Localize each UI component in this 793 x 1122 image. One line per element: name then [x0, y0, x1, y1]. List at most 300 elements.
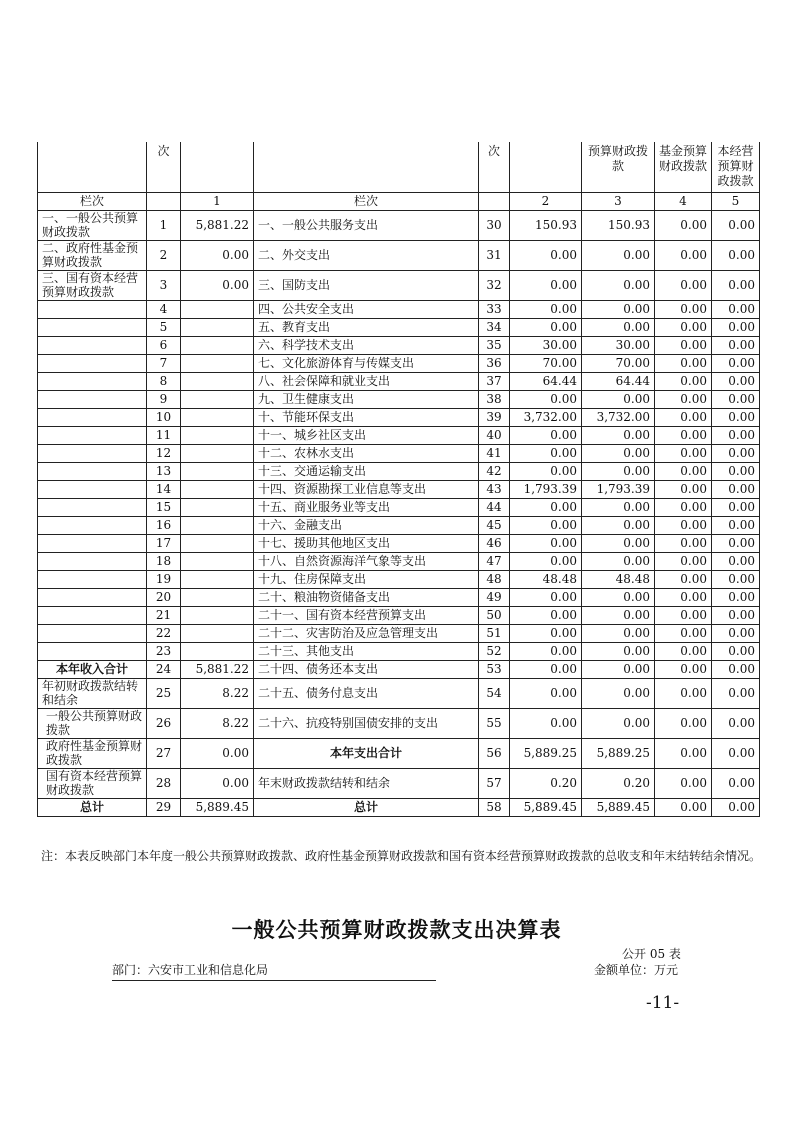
total-amount: 0.00: [510, 300, 582, 318]
state-capital-amount: 0.00: [712, 552, 760, 570]
state-capital-amount: 0.00: [712, 534, 760, 552]
left-amount: [181, 642, 254, 660]
left-item: 一、一般公共预算财政拨款: [38, 210, 147, 240]
right-line-no: 50: [479, 606, 510, 624]
fund-budget-amount: 0.00: [655, 480, 712, 498]
right-line-no: 55: [479, 708, 510, 738]
total-amount: 0.00: [510, 516, 582, 534]
total-amount: 5,889.45: [510, 798, 582, 816]
general-budget-amount: 0.00: [582, 300, 655, 318]
header-blank: [181, 142, 254, 192]
state-capital-amount: 0.00: [712, 336, 760, 354]
fund-budget-amount: 0.00: [655, 498, 712, 516]
left-line-no: 23: [147, 642, 181, 660]
state-capital-amount: 0.00: [712, 738, 760, 768]
left-amount: [181, 498, 254, 516]
right-item: 二十六、抗疫特别国债安排的支出: [254, 708, 479, 738]
right-line-no: 54: [479, 678, 510, 708]
left-item: [38, 408, 147, 426]
right-line-no: 34: [479, 318, 510, 336]
left-line-no: 16: [147, 516, 181, 534]
left-amount: [181, 624, 254, 642]
left-line-no: 14: [147, 480, 181, 498]
header-col5: 本经营预算财政拨款: [712, 142, 760, 192]
general-budget-amount: 70.00: [582, 354, 655, 372]
fund-budget-amount: 0.00: [655, 708, 712, 738]
left-line-no: 2: [147, 240, 181, 270]
table-row: [38, 798, 760, 816]
right-line-no: 33: [479, 300, 510, 318]
header-col4: 基金预算财政拨款: [655, 142, 712, 192]
left-line-no: 6: [147, 336, 181, 354]
left-line-no: 13: [147, 462, 181, 480]
fund-budget-amount: 0.00: [655, 588, 712, 606]
table-row: [38, 300, 760, 318]
total-amount: 0.00: [510, 534, 582, 552]
right-item: 七、文化旅游体育与传媒支出: [254, 354, 479, 372]
column-number: 2: [510, 192, 582, 210]
left-amount: [181, 318, 254, 336]
total-amount: 0.00: [510, 240, 582, 270]
general-budget-amount: 3,732.00: [582, 408, 655, 426]
state-capital-amount: 0.00: [712, 798, 760, 816]
fund-budget-amount: 0.00: [655, 534, 712, 552]
financial-appropriation-table: [37, 142, 760, 817]
general-budget-amount: 0.00: [582, 390, 655, 408]
table-row: [38, 318, 760, 336]
right-item: 二十三、其他支出: [254, 642, 479, 660]
left-item: [38, 516, 147, 534]
right-item: 十六、金融支出: [254, 516, 479, 534]
left-line-no: 17: [147, 534, 181, 552]
state-capital-amount: 0.00: [712, 210, 760, 240]
right-item: 五、教育支出: [254, 318, 479, 336]
right-line-no: 37: [479, 372, 510, 390]
left-item: 二、政府性基金预算财政拨款: [38, 240, 147, 270]
column-number: [479, 192, 510, 210]
table-row: [38, 570, 760, 588]
right-line-no: 35: [479, 336, 510, 354]
total-amount: 0.00: [510, 270, 582, 300]
right-line-no: 38: [479, 390, 510, 408]
right-item: 十四、资源勘探工业信息等支出: [254, 480, 479, 498]
table-row: [38, 534, 760, 552]
total-amount: 48.48: [510, 570, 582, 588]
left-item: 本年收入合计: [38, 660, 147, 678]
general-budget-amount: 150.93: [582, 210, 655, 240]
general-budget-amount: 0.00: [582, 624, 655, 642]
right-line-no: 56: [479, 738, 510, 768]
right-line-no: 49: [479, 588, 510, 606]
fund-budget-amount: 0.00: [655, 372, 712, 390]
page-number: -11-: [646, 993, 680, 1013]
table-row: [38, 588, 760, 606]
right-item: 年末财政拨款结转和结余: [254, 768, 479, 798]
right-item: 十、节能环保支出: [254, 408, 479, 426]
left-line-no: 28: [147, 768, 181, 798]
total-amount: 0.00: [510, 444, 582, 462]
state-capital-amount: 0.00: [712, 354, 760, 372]
general-budget-amount: 0.00: [582, 552, 655, 570]
general-budget-amount: 0.00: [582, 516, 655, 534]
table-note: 注：本表反映部门本年度一般公共预算财政拨款、政府性基金预算财政拨款和国有资本经营预算财政拨款的总收支和年末结转结余情况。: [41, 849, 762, 863]
fund-budget-amount: 0.00: [655, 318, 712, 336]
state-capital-amount: 0.00: [712, 498, 760, 516]
right-item: 二十五、债务付息支出: [254, 678, 479, 708]
general-budget-amount: 0.00: [582, 498, 655, 516]
general-budget-amount: 0.00: [582, 660, 655, 678]
fund-budget-amount: 0.00: [655, 354, 712, 372]
table-row: [38, 426, 760, 444]
general-budget-amount: 0.20: [582, 768, 655, 798]
left-amount: [181, 552, 254, 570]
general-budget-amount: 48.48: [582, 570, 655, 588]
left-item: [38, 480, 147, 498]
fund-budget-amount: 0.00: [655, 240, 712, 270]
column-number: 4: [655, 192, 712, 210]
state-capital-amount: 0.00: [712, 708, 760, 738]
state-capital-amount: 0.00: [712, 570, 760, 588]
left-item: [38, 642, 147, 660]
left-line-no: 24: [147, 660, 181, 678]
table-row: [38, 516, 760, 534]
general-budget-amount: 1,793.39: [582, 480, 655, 498]
state-capital-amount: 0.00: [712, 480, 760, 498]
table-row: [38, 462, 760, 480]
header-blank: [254, 142, 479, 192]
table-row: [38, 606, 760, 624]
right-line-no: 32: [479, 270, 510, 300]
left-item: [38, 570, 147, 588]
fund-budget-amount: 0.00: [655, 444, 712, 462]
left-amount: [181, 462, 254, 480]
column-number: 栏次: [38, 192, 147, 210]
fund-budget-amount: 0.00: [655, 390, 712, 408]
state-capital-amount: 0.00: [712, 270, 760, 300]
left-item: 政府性基金预算财政拨款: [38, 738, 147, 768]
table-row: [38, 660, 760, 678]
column-number-row: [38, 192, 760, 210]
header-ci-right: 次: [479, 142, 510, 192]
right-line-no: 47: [479, 552, 510, 570]
left-amount: [181, 588, 254, 606]
fund-budget-amount: 0.00: [655, 408, 712, 426]
right-line-no: 53: [479, 660, 510, 678]
total-amount: 150.93: [510, 210, 582, 240]
total-amount: 30.00: [510, 336, 582, 354]
table-row: [38, 678, 760, 708]
fund-budget-amount: 0.00: [655, 624, 712, 642]
right-item: 十二、农林水支出: [254, 444, 479, 462]
table-row: [38, 270, 760, 300]
column-number: [147, 192, 181, 210]
right-line-no: 42: [479, 462, 510, 480]
left-line-no: 19: [147, 570, 181, 588]
general-budget-amount: 0.00: [582, 444, 655, 462]
table-row: [38, 354, 760, 372]
general-budget-amount: 0.00: [582, 606, 655, 624]
left-item: [38, 588, 147, 606]
general-budget-amount: 0.00: [582, 588, 655, 606]
left-line-no: 29: [147, 798, 181, 816]
right-line-no: 43: [479, 480, 510, 498]
fund-budget-amount: 0.00: [655, 606, 712, 624]
left-line-no: 8: [147, 372, 181, 390]
left-amount: [181, 372, 254, 390]
next-table-title: 一般公共预算财政拨款支出决算表: [231, 918, 562, 942]
left-item: [38, 462, 147, 480]
left-line-no: 3: [147, 270, 181, 300]
left-line-no: 22: [147, 624, 181, 642]
state-capital-amount: 0.00: [712, 300, 760, 318]
table-row: [38, 444, 760, 462]
left-line-no: 25: [147, 678, 181, 708]
state-capital-amount: 0.00: [712, 408, 760, 426]
total-amount: 0.00: [510, 318, 582, 336]
left-amount: 5,881.22: [181, 660, 254, 678]
table-code: 公开 05 表: [622, 947, 681, 961]
right-line-no: 41: [479, 444, 510, 462]
right-item: 十九、住房保障支出: [254, 570, 479, 588]
left-item: [38, 498, 147, 516]
total-amount: 1,793.39: [510, 480, 582, 498]
left-amount: [181, 480, 254, 498]
total-amount: 0.00: [510, 624, 582, 642]
table-row: [38, 390, 760, 408]
column-number: 5: [712, 192, 760, 210]
general-budget-amount: 0.00: [582, 534, 655, 552]
right-line-no: 45: [479, 516, 510, 534]
right-line-no: 52: [479, 642, 510, 660]
left-amount: 0.00: [181, 768, 254, 798]
total-amount: 0.00: [510, 678, 582, 708]
right-item: 二十、粮油物资储备支出: [254, 588, 479, 606]
fund-budget-amount: 0.00: [655, 516, 712, 534]
left-item: [38, 426, 147, 444]
left-item: [38, 372, 147, 390]
column-number: 栏次: [254, 192, 479, 210]
table-row: [38, 738, 760, 768]
department-label: 部门：六安市工业和信息化局: [112, 961, 436, 981]
general-budget-amount: 5,889.45: [582, 798, 655, 816]
total-amount: 0.00: [510, 660, 582, 678]
right-item: 二十二、灾害防治及应急管理支出: [254, 624, 479, 642]
header-blank: [510, 142, 582, 192]
left-item: [38, 624, 147, 642]
state-capital-amount: 0.00: [712, 318, 760, 336]
fund-budget-amount: 0.00: [655, 570, 712, 588]
right-item: 十五、商业服务业等支出: [254, 498, 479, 516]
right-line-no: 46: [479, 534, 510, 552]
header-blank: [38, 142, 147, 192]
left-amount: 8.22: [181, 678, 254, 708]
table-row: [38, 408, 760, 426]
fund-budget-amount: 0.00: [655, 678, 712, 708]
general-budget-amount: 0.00: [582, 318, 655, 336]
left-amount: [181, 354, 254, 372]
table-row: [38, 240, 760, 270]
state-capital-amount: 0.00: [712, 240, 760, 270]
table-row: [38, 624, 760, 642]
header-col3: 预算财政拨款: [582, 142, 655, 192]
general-budget-amount: 0.00: [582, 462, 655, 480]
left-line-no: 9: [147, 390, 181, 408]
right-item: 十三、交通运输支出: [254, 462, 479, 480]
right-item: 二、外交支出: [254, 240, 479, 270]
left-amount: 0.00: [181, 240, 254, 270]
left-line-no: 11: [147, 426, 181, 444]
column-number: 1: [181, 192, 254, 210]
total-amount: 0.00: [510, 390, 582, 408]
general-budget-amount: 64.44: [582, 372, 655, 390]
total-amount: 0.00: [510, 498, 582, 516]
left-item: 一般公共预算财政拨款: [38, 708, 147, 738]
general-budget-amount: 0.00: [582, 270, 655, 300]
fund-budget-amount: 0.00: [655, 426, 712, 444]
left-line-no: 21: [147, 606, 181, 624]
right-line-no: 44: [479, 498, 510, 516]
left-line-no: 5: [147, 318, 181, 336]
left-item: [38, 354, 147, 372]
right-item: 六、科学技术支出: [254, 336, 479, 354]
left-line-no: 15: [147, 498, 181, 516]
column-number: 3: [582, 192, 655, 210]
total-amount: 3,732.00: [510, 408, 582, 426]
table-row: [38, 552, 760, 570]
left-item: 总计: [38, 798, 147, 816]
left-item: [38, 318, 147, 336]
left-amount: 0.00: [181, 270, 254, 300]
right-item: 十七、援助其他地区支出: [254, 534, 479, 552]
left-amount: [181, 336, 254, 354]
left-amount: [181, 570, 254, 588]
right-item: 十一、城乡社区支出: [254, 426, 479, 444]
total-amount: 5,889.25: [510, 738, 582, 768]
right-item: 九、卫生健康支出: [254, 390, 479, 408]
total-amount: 0.20: [510, 768, 582, 798]
left-line-no: 10: [147, 408, 181, 426]
fund-budget-amount: 0.00: [655, 552, 712, 570]
left-amount: [181, 300, 254, 318]
state-capital-amount: 0.00: [712, 642, 760, 660]
left-item: 三、国有资本经营预算财政拨款: [38, 270, 147, 300]
general-budget-amount: 30.00: [582, 336, 655, 354]
left-amount: 5,889.45: [181, 798, 254, 816]
right-item: 总计: [254, 798, 479, 816]
left-line-no: 12: [147, 444, 181, 462]
left-line-no: 26: [147, 708, 181, 738]
state-capital-amount: 0.00: [712, 516, 760, 534]
right-line-no: 57: [479, 768, 510, 798]
fund-budget-amount: 0.00: [655, 300, 712, 318]
left-amount: [181, 444, 254, 462]
total-amount: 0.00: [510, 462, 582, 480]
total-amount: 0.00: [510, 708, 582, 738]
state-capital-amount: 0.00: [712, 606, 760, 624]
left-amount: 0.00: [181, 738, 254, 768]
fund-budget-amount: 0.00: [655, 768, 712, 798]
right-line-no: 36: [479, 354, 510, 372]
fund-budget-amount: 0.00: [655, 642, 712, 660]
fund-budget-amount: 0.00: [655, 738, 712, 768]
state-capital-amount: 0.00: [712, 444, 760, 462]
left-amount: 5,881.22: [181, 210, 254, 240]
right-item: 三、国防支出: [254, 270, 479, 300]
left-line-no: 7: [147, 354, 181, 372]
state-capital-amount: 0.00: [712, 426, 760, 444]
fund-budget-amount: 0.00: [655, 210, 712, 240]
general-budget-amount: 0.00: [582, 240, 655, 270]
left-line-no: 20: [147, 588, 181, 606]
general-budget-amount: 0.00: [582, 678, 655, 708]
fund-budget-amount: 0.00: [655, 270, 712, 300]
total-amount: 0.00: [510, 552, 582, 570]
header-ci-left: 次: [147, 142, 181, 192]
table-header-row: [38, 142, 760, 192]
fund-budget-amount: 0.00: [655, 336, 712, 354]
left-line-no: 4: [147, 300, 181, 318]
left-item: [38, 390, 147, 408]
right-item: 八、社会保障和就业支出: [254, 372, 479, 390]
state-capital-amount: 0.00: [712, 678, 760, 708]
left-amount: [181, 534, 254, 552]
fund-budget-amount: 0.00: [655, 462, 712, 480]
right-item: 四、公共安全支出: [254, 300, 479, 318]
right-item: 一、一般公共服务支出: [254, 210, 479, 240]
table-row: [38, 498, 760, 516]
state-capital-amount: 0.00: [712, 624, 760, 642]
right-item: 本年支出合计: [254, 738, 479, 768]
right-line-no: 40: [479, 426, 510, 444]
state-capital-amount: 0.00: [712, 372, 760, 390]
left-line-no: 27: [147, 738, 181, 768]
table-row: [38, 372, 760, 390]
left-item: [38, 336, 147, 354]
left-item: [38, 534, 147, 552]
left-item: [38, 300, 147, 318]
general-budget-amount: 0.00: [582, 708, 655, 738]
state-capital-amount: 0.00: [712, 462, 760, 480]
left-amount: 8.22: [181, 708, 254, 738]
table-row: [38, 642, 760, 660]
state-capital-amount: 0.00: [712, 768, 760, 798]
table-row: [38, 336, 760, 354]
right-line-no: 39: [479, 408, 510, 426]
right-item: 二十四、债务还本支出: [254, 660, 479, 678]
right-item: 十八、自然资源海洋气象等支出: [254, 552, 479, 570]
right-line-no: 31: [479, 240, 510, 270]
table-row: [38, 708, 760, 738]
left-item: 国有资本经营预算财政拨款: [38, 768, 147, 798]
left-item: [38, 444, 147, 462]
state-capital-amount: 0.00: [712, 390, 760, 408]
left-amount: [181, 606, 254, 624]
state-capital-amount: 0.00: [712, 660, 760, 678]
left-amount: [181, 408, 254, 426]
left-line-no: 1: [147, 210, 181, 240]
table-row: [38, 768, 760, 798]
amount-unit: 金额单位：万元: [594, 963, 679, 977]
total-amount: 0.00: [510, 606, 582, 624]
right-line-no: 30: [479, 210, 510, 240]
right-line-no: 48: [479, 570, 510, 588]
left-amount: [181, 516, 254, 534]
total-amount: 64.44: [510, 372, 582, 390]
table-row: [38, 210, 760, 240]
right-item: 二十一、国有资本经营预算支出: [254, 606, 479, 624]
total-amount: 0.00: [510, 426, 582, 444]
fund-budget-amount: 0.00: [655, 798, 712, 816]
